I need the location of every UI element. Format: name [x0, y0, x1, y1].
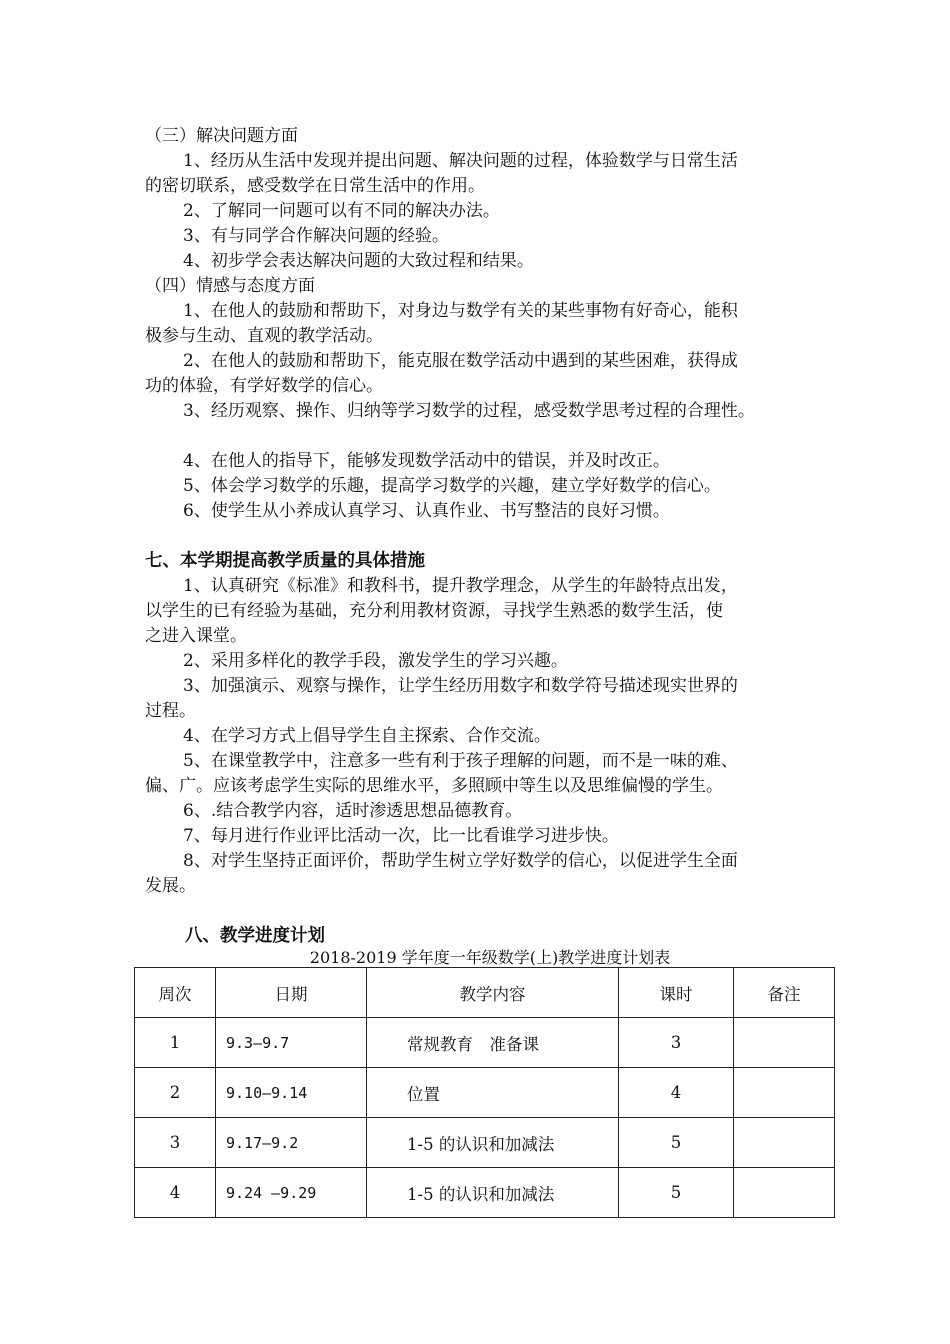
- section3-line-5: 4、初步学会表达解决问题的大致过程和结果。: [183, 251, 534, 271]
- cell-date: 9.3—9.7: [216, 1018, 367, 1068]
- table-row: [135, 1068, 835, 1118]
- section3-line-1: 1、经历从生活中发现并提出问题、解决问题的过程，体验数学与日常生活: [183, 151, 738, 171]
- section4-line-3: 2、在他人的鼓励和帮助下，能克服在数学活动中遇到的某些困难，获得成: [183, 351, 738, 371]
- column-header-note: 备注: [734, 968, 835, 1018]
- cell-week: 1: [135, 1018, 216, 1068]
- section7-line-9: 偏、广。应该考虑学生实际的思维水平，多照顾中等生以及思维偏慢的学生。: [145, 776, 723, 796]
- section7-line-7: 4、在学习方式上倡导学生自主探索、合作交流。: [183, 726, 551, 746]
- schedule-table: [134, 967, 835, 1218]
- section3-line-2: 的密切联系，感受数学在日常生活中的作用。: [145, 176, 485, 196]
- section3-line-3: 2、了解同一问题可以有不同的解决办法。: [183, 201, 500, 221]
- schedule-caption: 2018-2019 学年度一年级数学(上)教学进度计划表: [309, 948, 671, 967]
- cell-content: 常规教育 准备课: [367, 1018, 619, 1068]
- table-header-row: [135, 968, 835, 1018]
- section4-line-1: 1、在他人的鼓励和帮助下，对身边与数学有关的某些事物有好奇心，能积: [183, 301, 738, 321]
- section4-line-8: 6、使学生从小养成认真学习、认真作业、书写整洁的良好习惯。: [183, 501, 670, 521]
- section7-line-12: 8、对学生坚持正面评价，帮助学生树立学好数学的信心，以促进学生全面: [183, 851, 738, 871]
- section4-line-2: 极参与生动、直观的教学活动。: [145, 326, 383, 346]
- section7-line-6: 过程。: [145, 701, 196, 721]
- section4-line-4: 功的体验，有学好数学的信心。: [145, 376, 383, 396]
- column-header-date: 日期: [216, 968, 367, 1018]
- cell-note: [734, 1168, 835, 1218]
- section8-heading: 八、教学进度计划: [185, 926, 325, 946]
- cell-date: 9.10—9.14: [216, 1068, 367, 1118]
- cell-week: 4: [135, 1168, 216, 1218]
- section7-line-4: 2、采用多样化的教学手段，激发学生的学习兴趣。: [183, 651, 568, 671]
- section7-line-8: 5、在课堂教学中，注意多一些有利于孩子理解的问题，而不是一味的难、: [183, 751, 738, 771]
- cell-date: 9.24 —9.29: [216, 1168, 367, 1218]
- section7-line-3: 之进入课堂。: [145, 626, 247, 646]
- section4-line-7: 5、体会学习数学的乐趣，提高学习数学的兴趣，建立学好数学的信心。: [183, 476, 721, 496]
- column-header-week: 周次: [135, 968, 216, 1018]
- table-row: [135, 1118, 835, 1168]
- cell-week: 3: [135, 1118, 216, 1168]
- section7-heading: 七、本学期提高教学质量的具体措施: [145, 551, 425, 571]
- section7-line-11: 7、每月进行作业评比活动一次，比一比看谁学习进步快。: [183, 826, 619, 846]
- table-row: [135, 1168, 835, 1218]
- cell-week: 2: [135, 1068, 216, 1118]
- cell-hours: 4: [619, 1068, 734, 1118]
- section4-line-5: 3、经历观察、操作、归纳等学习数学的过程，感受数学思考过程的合理性。: [183, 401, 755, 421]
- cell-content: 位置: [367, 1068, 619, 1118]
- cell-note: [734, 1068, 835, 1118]
- table-row: [135, 1018, 835, 1068]
- section7-line-13: 发展。: [145, 876, 196, 896]
- cell-hours: 5: [619, 1118, 734, 1168]
- cell-hours: 3: [619, 1018, 734, 1068]
- section7-line-5: 3、加强演示、观察与操作，让学生经历用数字和数学符号描述现实世界的: [183, 676, 738, 696]
- section3-heading: （三）解决问题方面: [145, 126, 298, 146]
- section7-line-1: 1、认真研究《标准》和教科书，提升教学理念，从学生的年龄特点出发，: [183, 576, 738, 596]
- section4-heading: （四）情感与态度方面: [145, 276, 315, 296]
- cell-note: [734, 1018, 835, 1068]
- cell-hours: 5: [619, 1168, 734, 1218]
- column-header-content: 教学内容: [367, 968, 619, 1018]
- section7-line-10: 6、.结合教学内容，适时渗透思想品德教育。: [183, 801, 523, 821]
- cell-content: 1-5 的认识和加减法: [367, 1168, 619, 1218]
- cell-content: 1-5 的认识和加减法: [367, 1118, 619, 1168]
- cell-note: [734, 1118, 835, 1168]
- section4-line-6: 4、在他人的指导下，能够发现数学活动中的错误，并及时改正。: [183, 451, 670, 471]
- column-header-hours: 课时: [619, 968, 734, 1018]
- section7-line-2: 以学生的已有经验为基础，充分利用教材资源，寻找学生熟悉的数学生活，使: [145, 601, 723, 621]
- cell-date: 9.17—9.2: [216, 1118, 367, 1168]
- section3-line-4: 3、有与同学合作解决问题的经验。: [183, 226, 449, 246]
